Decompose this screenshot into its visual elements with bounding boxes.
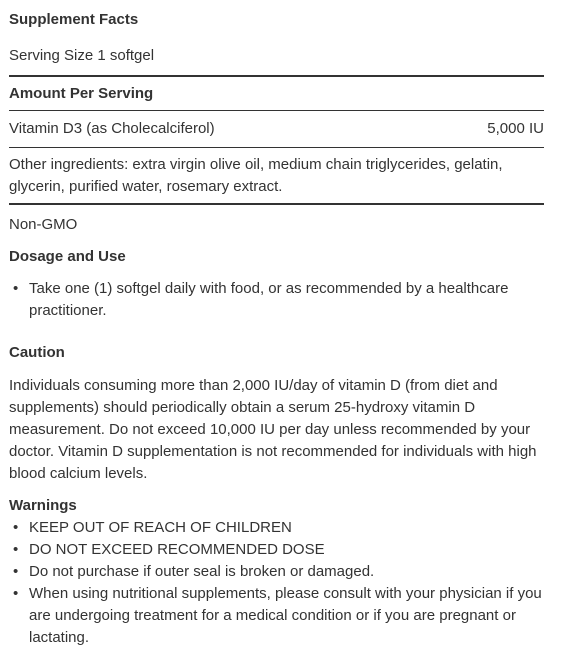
ingredient-name: Vitamin D3 (as Cholecalciferol): [9, 120, 215, 137]
bullet-icon: •: [13, 585, 19, 602]
warnings-heading: Warnings: [9, 497, 77, 514]
ingredient-amount: 5,000 IU: [487, 120, 544, 137]
supplement-facts-title: Supplement Facts: [9, 11, 139, 28]
warning-item-text: Do not purchase if outer seal is broken or damaged.: [29, 563, 375, 580]
serving-size: Serving Size 1 softgel: [9, 47, 155, 64]
bullet-icon: •: [13, 280, 19, 297]
list-item: [9, 539, 544, 561]
warning-item-text: KEEP OUT OF REACH OF CHILDREN: [29, 519, 292, 536]
dosage-list: [9, 278, 544, 322]
divider-thick: [9, 203, 544, 205]
warning-item-text: When using nutritional supplements, please consult with your physician if you are undergoing treatment for a medical condition or if you are pregnant or lactating.: [29, 585, 542, 646]
ingredient-row: [9, 118, 544, 140]
dosage-heading: Dosage and Use: [9, 248, 126, 265]
caution-heading: Caution: [9, 344, 65, 361]
bullet-icon: •: [13, 563, 19, 580]
dosage-item-text: Take one (1) softgel daily with food, or as recommended by a healthcare practitioner.: [29, 280, 509, 319]
divider: [9, 110, 544, 111]
amount-per-serving-heading: Amount Per Serving: [9, 85, 154, 102]
divider: [9, 147, 544, 148]
warning-item-text: DO NOT EXCEED RECOMMENDED DOSE: [29, 541, 325, 558]
non-gmo-label: Non-GMO: [9, 216, 78, 233]
list-item: [9, 278, 544, 322]
bullet-icon: •: [13, 541, 19, 558]
supplement-facts-page: [9, 0, 544, 649]
list-item: [9, 583, 544, 649]
other-ingredients: Other ingredients: extra virgin olive oil, medium chain triglycerides, gelatin, glycerin, purified water, rosemary extract.: [9, 156, 503, 195]
list-item: [9, 517, 544, 539]
bullet-icon: •: [13, 519, 19, 536]
caution-text: Individuals consuming more than 2,000 IU/day of vitamin D (from diet and supplements) should periodically obtain a serum 25-hydroxy vitamin D measurement. Do not exceed 10,000 IU per day unless recommended by your doctor. Vitamin D supplementation is not recommended for individuals with high blood calcium levels.: [9, 377, 537, 482]
warnings-list: [9, 517, 544, 649]
divider-thick: [9, 75, 544, 77]
list-item: [9, 561, 544, 583]
